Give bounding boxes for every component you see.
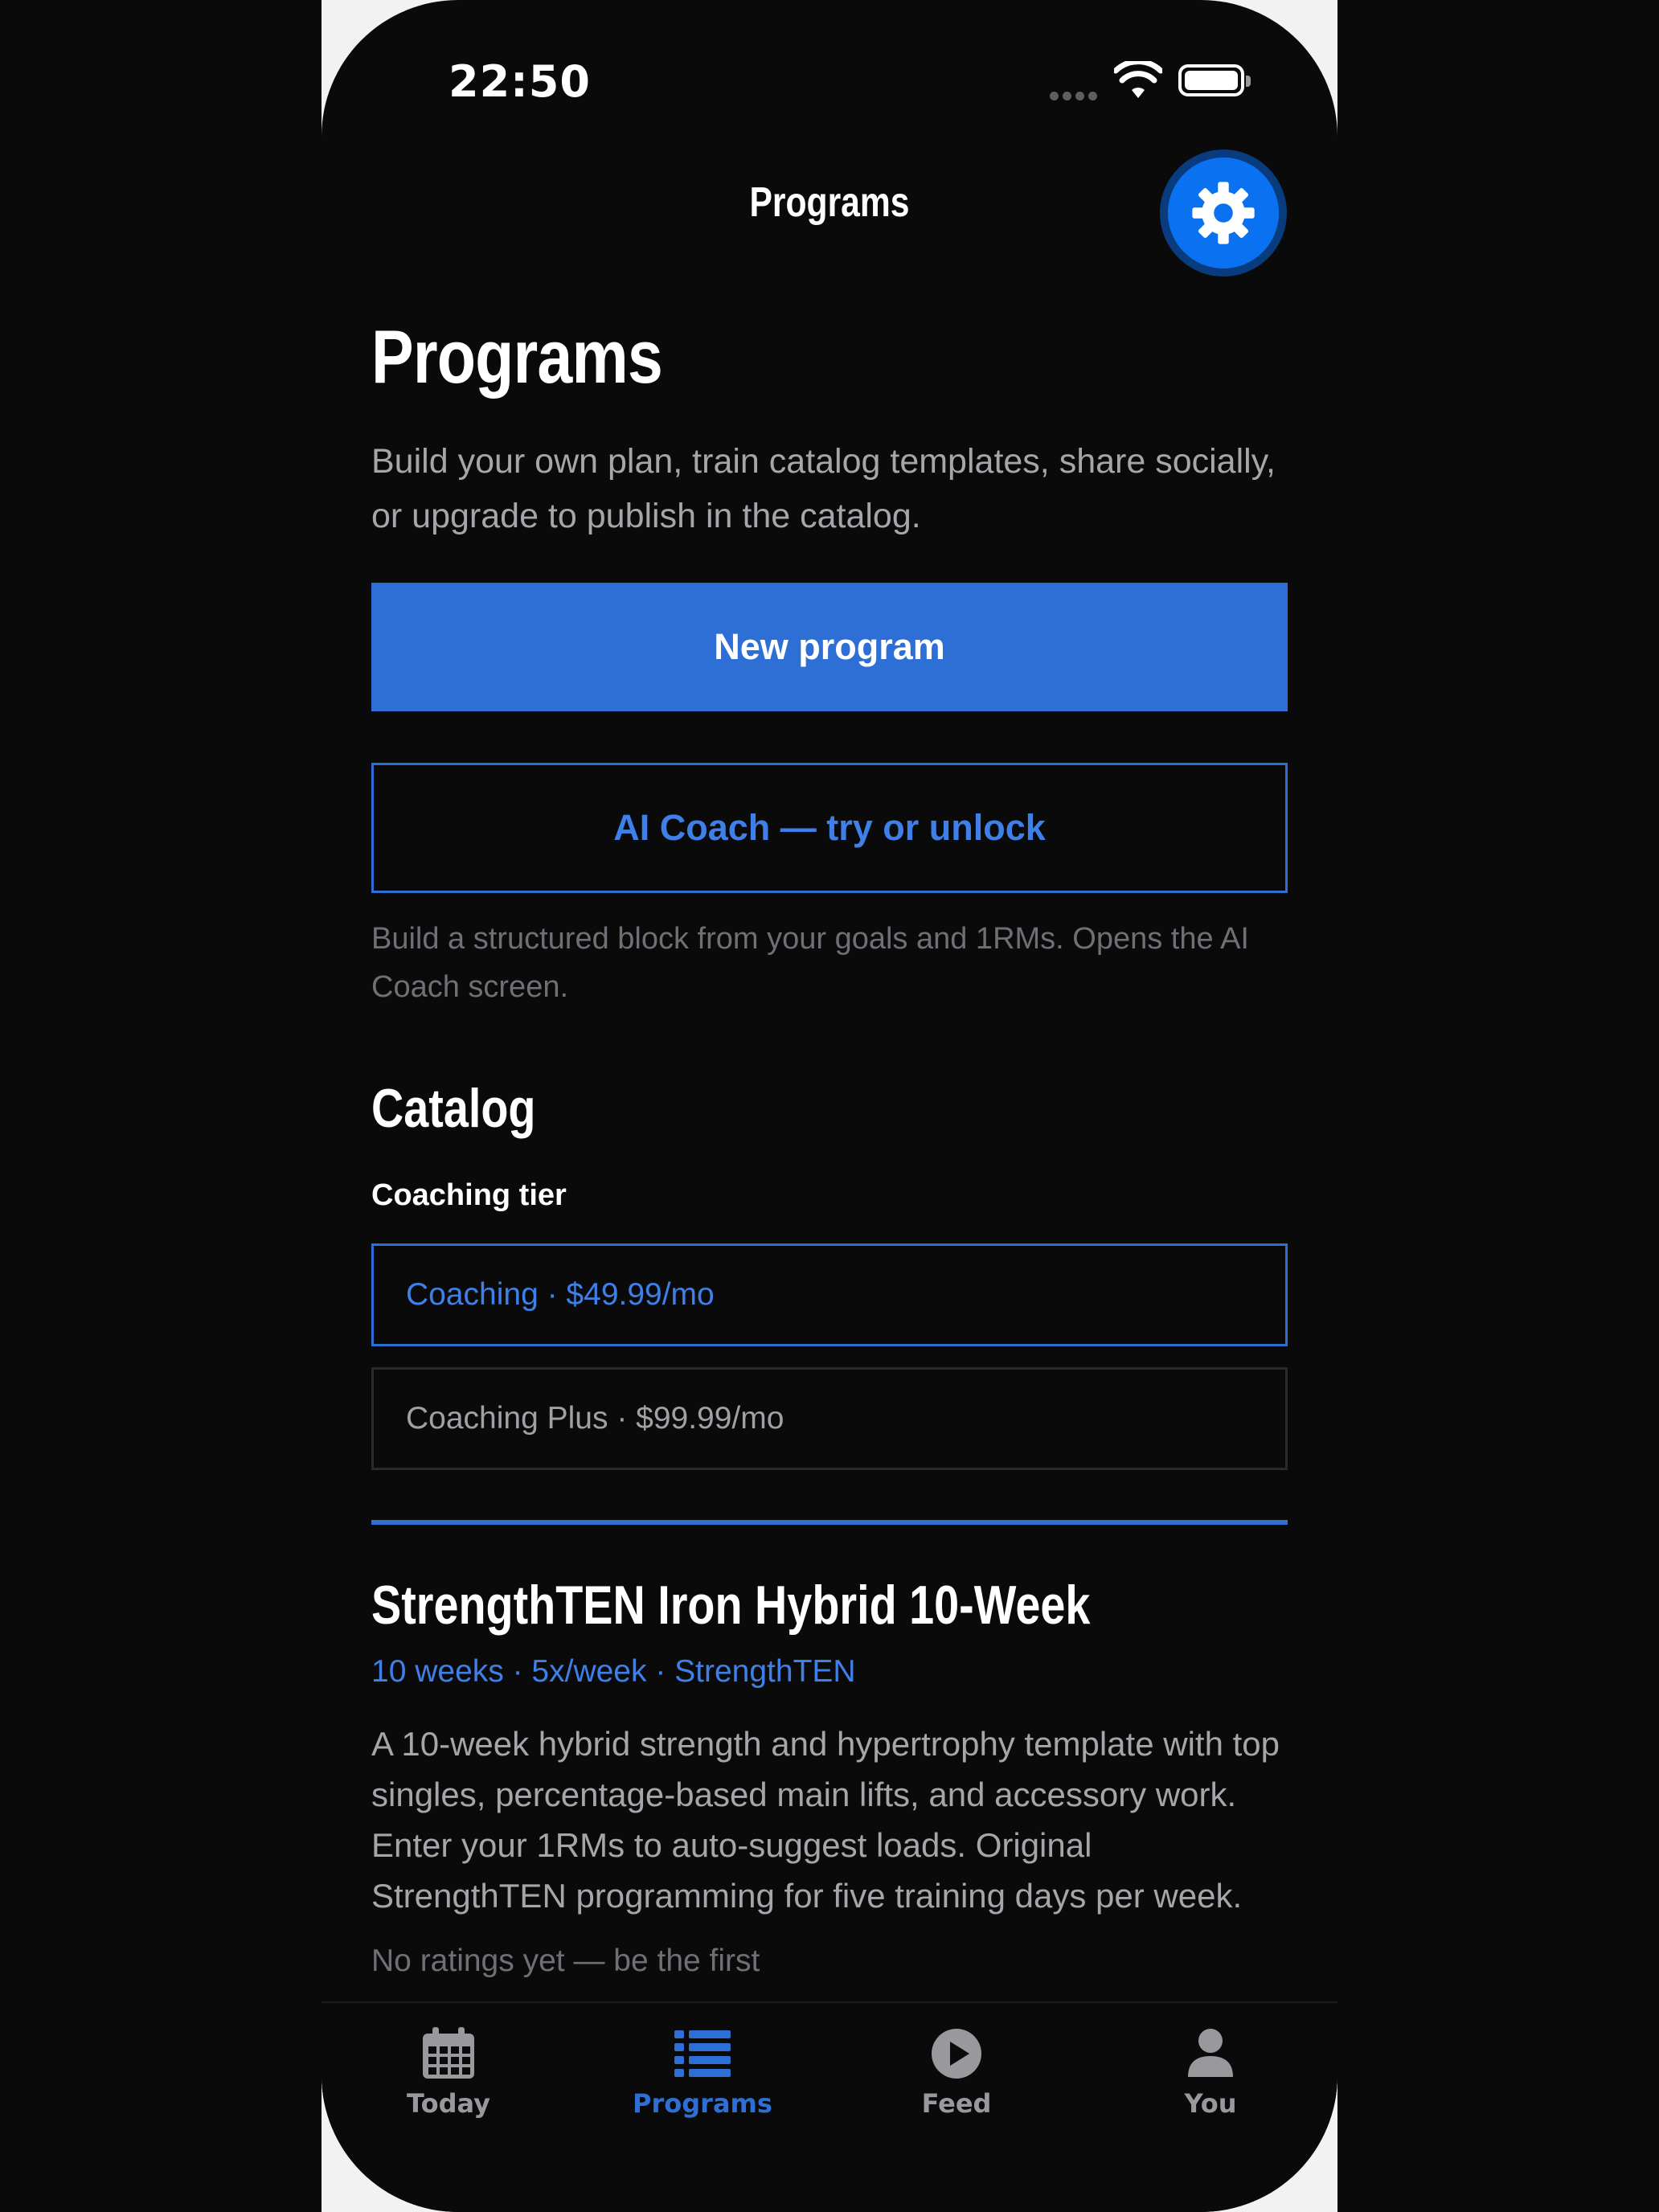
tier-option-label: Coaching · $49.99/mo bbox=[406, 1277, 715, 1312]
program-description: A 10-week hybrid strength and hypertrophy template with top singles, percentage-based main lifts, and accessory work. Enter your 1RMs to auto-suggest loads. Original StrengthTEN programming for five training days per week. bbox=[371, 1725, 1280, 1915]
page-title: Programs bbox=[371, 314, 662, 399]
tier-option-coaching-plus[interactable] bbox=[371, 1367, 1288, 1470]
cellular-signal-icon bbox=[1050, 88, 1101, 100]
tab-today[interactable] bbox=[322, 2003, 576, 2164]
settings-button[interactable] bbox=[1160, 150, 1287, 276]
nav-title: Programs bbox=[749, 179, 910, 226]
status-time: 22:50 bbox=[449, 56, 591, 107]
ai-coach-button[interactable]: AI Coach — try or unlock bbox=[371, 763, 1288, 893]
play-icon bbox=[930, 2027, 983, 2080]
page-subtitle: Build your own plan, train catalog templates, share socially, or upgrade to publish in the catalog. bbox=[371, 442, 1276, 535]
new-program-button[interactable]: New program bbox=[371, 583, 1288, 711]
ai-coach-hint: Build a structured block from your goals and 1RMs. Opens the AI Coach screen. bbox=[371, 922, 1249, 1004]
program-rating: No ratings yet — be the first bbox=[371, 1944, 760, 1978]
list-icon bbox=[673, 2027, 732, 2080]
catalog-title: Catalog bbox=[371, 1078, 536, 1139]
program-meta: 10 weeks · 5x/week · StrengthTEN bbox=[371, 1654, 856, 1689]
section-divider bbox=[371, 1520, 1288, 1525]
person-icon bbox=[1186, 2027, 1235, 2080]
tier-option-coaching[interactable] bbox=[371, 1243, 1288, 1346]
tab-bar bbox=[322, 2001, 1337, 2212]
calendar-icon bbox=[421, 2027, 476, 2080]
tier-option-label: Coaching Plus · $99.99/mo bbox=[406, 1401, 784, 1436]
left-backdrop bbox=[0, 0, 322, 2212]
phone-screen bbox=[322, 0, 1337, 2212]
tab-you[interactable] bbox=[1083, 2003, 1337, 2164]
wifi-icon bbox=[1114, 61, 1162, 100]
coaching-tier-label: Coaching tier bbox=[371, 1178, 567, 1212]
tab-label: Today bbox=[407, 2088, 490, 2119]
status-bar bbox=[322, 0, 1337, 145]
gear-icon bbox=[1190, 179, 1257, 247]
tab-feed[interactable] bbox=[830, 2003, 1083, 2164]
right-backdrop bbox=[1337, 0, 1659, 2212]
program-title[interactable]: StrengthTEN Iron Hybrid 10-Week bbox=[371, 1575, 1091, 1636]
tab-label: Feed bbox=[921, 2088, 992, 2119]
tab-label: Programs bbox=[633, 2088, 772, 2119]
tab-programs[interactable] bbox=[576, 2003, 830, 2164]
battery-icon bbox=[1178, 64, 1244, 96]
tab-label: You bbox=[1184, 2088, 1237, 2119]
